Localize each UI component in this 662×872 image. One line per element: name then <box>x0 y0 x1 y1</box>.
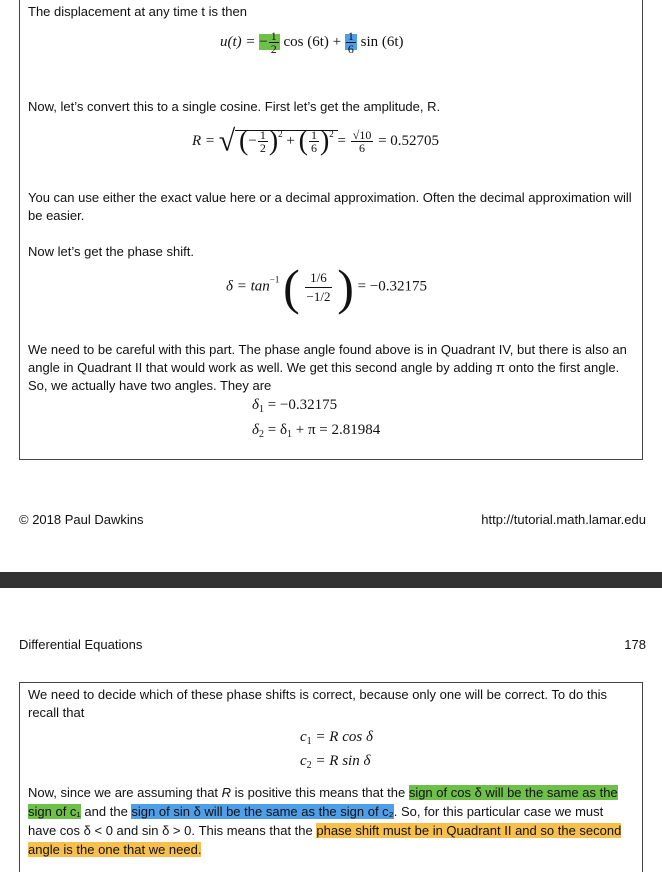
coef-2-highlight <box>345 29 357 56</box>
copyright: © 2018 Paul Dawkins <box>19 512 144 527</box>
intro-text: The displacement at any time t is then <box>28 4 247 19</box>
c2-equation: $c_2 = R$ sin δ <box>300 753 371 771</box>
coef-1-highlight <box>259 29 279 56</box>
highlight-cos-sign: sign of cos δ will be the same as the sign of c₁ <box>28 785 618 819</box>
conclusion-paragraph: Now, since we are assuming that R is positive this means that the sign of cos δ will be the same as the sign of c₁ and the sign of sin δ will be the same as the sign of c₂. So, for this particular case we must have cos δ < 0 and sin δ > 0. This means that the phase shift must be in Quadrant II and so the second angle is the one that we need. <box>28 785 622 857</box>
page-separator <box>0 572 662 588</box>
careful-text: We need to be careful with this part. The phase angle found above is in Quadrant IV, but there is also an angle in Quadrant II that would work as well. We get this second angle by adding π onto the first angle. So, we actually have two angles. They are <box>28 342 627 393</box>
footer-url[interactable]: http://tutorial.math.lamar.edu <box>481 512 646 527</box>
delta-result: = −0.32175 <box>357 278 428 295</box>
sin-term: sin (6t) <box>360 33 404 50</box>
page-2 <box>0 588 662 869</box>
u-lhs: u(t) = <box>220 33 256 50</box>
highlight-quadrant: phase shift must be in Quadrant II and so the second angle is the one that we need. <box>28 823 622 857</box>
sqrt-sign: √ <box>218 124 236 158</box>
decide-text: We need to decide which of these phase shifts is correct, because only one will be correct. To do this recall that <box>28 687 608 720</box>
content-box-2 <box>19 682 643 872</box>
convert-text: Now, let’s convert this to a single cosine. First let’s get the amplitude, R. <box>28 99 441 114</box>
coef-1-frac: $\frac{1}{2}$ <box>270 29 277 56</box>
content-box-1 <box>19 0 643 460</box>
coef-1-sign: − <box>259 33 268 50</box>
coef-2-frac: $\frac{1}{6}$ <box>347 29 354 56</box>
exact-text: You can use either the exact value here or a decimal approximation. Often the decimal approximation will be easier. <box>28 190 632 223</box>
equation-R: R = √ (− $\frac{1}{2}$ )$^2$ + ( $\frac{1}{6}$ )$^2$ = $\frac{√10}{6}$ = 0.52705 <box>192 124 440 158</box>
c1-equation: $c_1 = R$ cos δ <box>300 729 373 747</box>
delta-2: $\delta_2 = \delta_1 + \pi = 2.81984$ <box>252 422 381 440</box>
cos-term: cos (6t) + <box>283 33 342 50</box>
R-result: = 0.52705 <box>378 133 440 149</box>
equation-u <box>220 30 404 55</box>
page-number: 178 <box>624 637 646 652</box>
header-title: Differential Equations <box>19 637 143 652</box>
delta-ratio: $\frac{1/6}{-1/2}$ <box>306 269 331 304</box>
R-lhs: R = <box>192 133 216 149</box>
phase-text: Now let’s get the phase shift. <box>28 244 194 259</box>
delta-1: $\delta_1 = -0.32175$ <box>252 397 338 415</box>
highlight-sin-sign: sign of sin δ will be the same as the sign of c₂ <box>131 804 394 819</box>
sqrt-body: (− $\frac{1}{2}$ )$^2$ + ( $\frac{1}{6}$ )$^2$ <box>235 130 337 149</box>
equation-delta: $\delta = \tan^{-1}$ ( $\frac{1/6}{-1/2}$ ) = −0.32175 <box>226 259 428 315</box>
R-exact-frac: $\frac{√10}{6}$ <box>352 128 372 156</box>
